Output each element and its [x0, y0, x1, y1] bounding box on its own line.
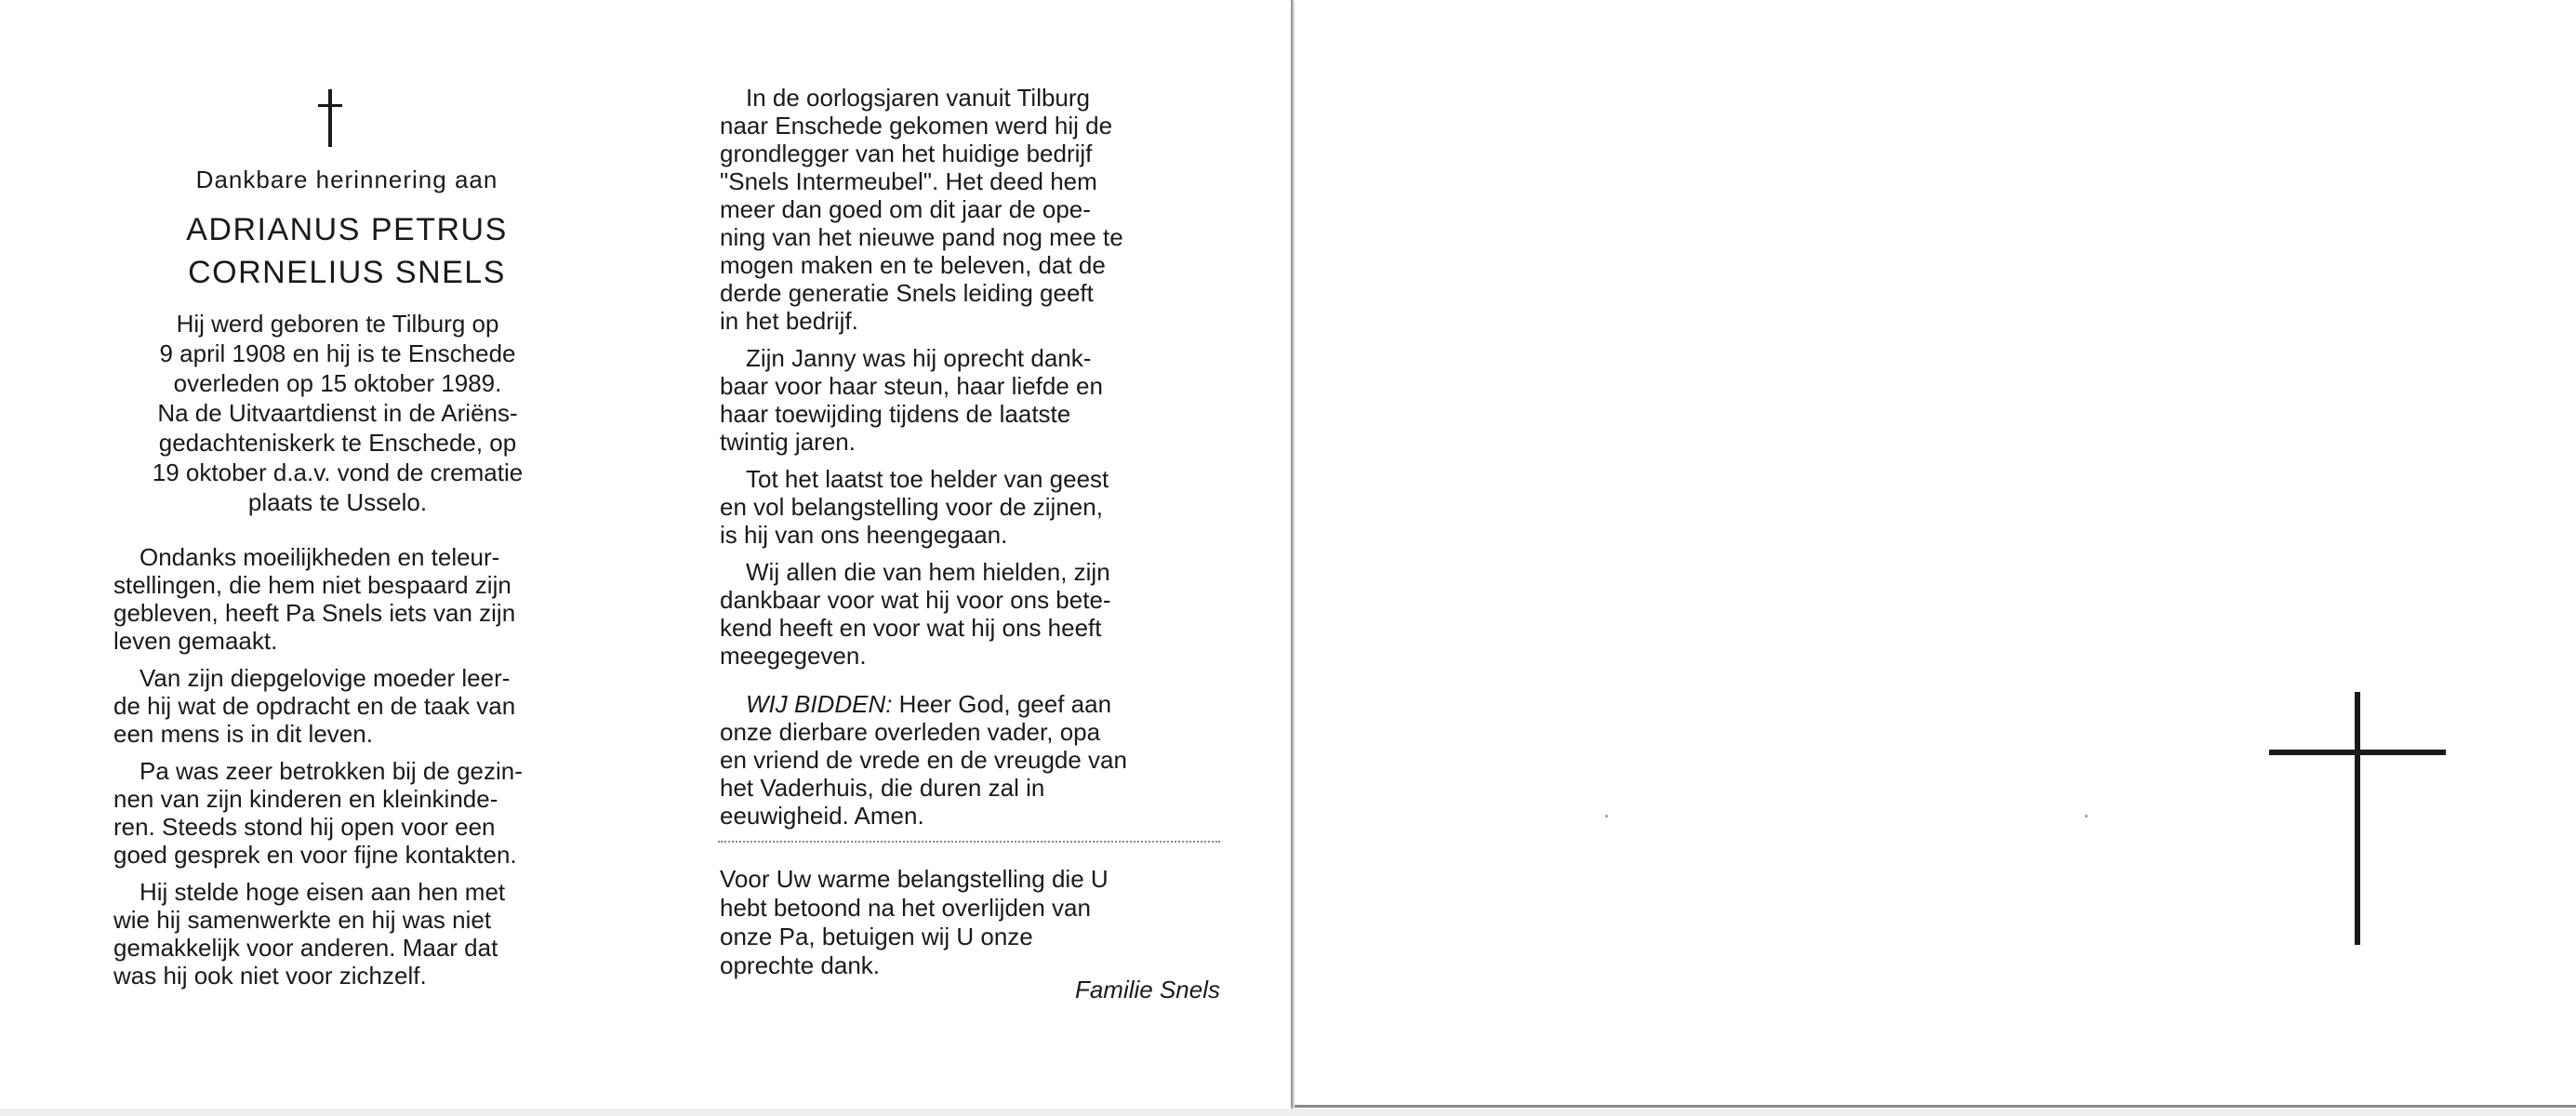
paper-speck	[2085, 815, 2088, 817]
small-cross-icon	[316, 89, 344, 147]
deceased-name	[110, 208, 584, 294]
paragraph: Hij stelde hoge eisen aan hen met wie hij samenwerkte en hij was niet gemakkelijk voor anderen. Maar dat was hij ook niet voor zichzelf.	[113, 878, 506, 990]
paper-speck	[1605, 815, 1608, 817]
scan-bottom-edge	[0, 1109, 2576, 1116]
paragraph: Van zijn diepgelovige moeder leer- de hij wat de opdracht en de taak van een mens is in dit leven.	[113, 664, 516, 748]
card-inner-spread	[0, 0, 1293, 1109]
right-column-text	[720, 84, 1224, 839]
paragraph: Wij allen die van hem hielden, zijn dankbaar voor wat hij voor ons bete- kend heeft en voor wat hij ons heeft meegegeven.	[720, 558, 1111, 670]
paragraph: Zijn Janny was hij oprecht dank- baar voor haar steun, haar liefde en haar toewijding tijdens de laatste twintig jaren.	[720, 344, 1103, 456]
paragraph: Pa was zeer betrokken bij de gezin- nen van zijn kinderen en kleinkinde- ren. Steeds stond hij open voor een goed gesprek en voor fijne kontakten.	[113, 757, 523, 869]
dotted-separator	[718, 841, 1220, 843]
name-line-1: ADRIANUS PETRUS	[186, 212, 508, 247]
name-line-2: CORNELIUS SNELS	[188, 255, 506, 290]
prayer	[720, 690, 1224, 830]
large-cross-icon	[2269, 692, 2446, 945]
paragraph: Ondanks moeilijkheden en teleur- stellingen, die hem niet bespaard zijn gebleven, heeft Pa Snels iets van zijn leven gemaakt.	[113, 543, 516, 655]
prayer-text: Heer God, geef aan onze dierbare overleden vader, opa en vriend de vrede en de vreugde van het Vaderhuis, die duren zal in eeuwigheid. Amen.	[720, 690, 1127, 830]
thanks-text: Voor Uw warme belangstelling die U hebt betoond na het overlijden van onze Pa, betuigen wij U onze oprechte dank.	[720, 865, 1109, 979]
paragraph: In de oorlogsjaren vanuit Tilburg naar Enschede gekomen werd hij de grondlegger van het huidige bedrijf "Snels Intermeubel". Het deed hem meer dan goed om dit jaar de ope- ning van het nieuwe pand nog mee te mogen maken en te beleven, dat de derde generatie Snels leiding geeft in het bedrijf.	[720, 84, 1123, 335]
paragraph: Tot het laatst toe helder van geest en vol belangstelling voor de zijnen, is hij van ons heengegaan.	[720, 465, 1109, 549]
life-facts: Hij werd geboren te Tilburg op 9 april 1908 en hij is te Enschede overleden op 15 oktober 1989. Na de Uitvaartdienst in de Ariëns- gedachteniskerk te Enschede, op 19 oktober d.a.v. vond de crematie plaats te Usselo.	[152, 310, 524, 516]
prayer-label: WIJ BIDDEN:	[746, 690, 893, 718]
left-column-text	[113, 543, 586, 999]
family-signature: Familie Snels	[1074, 976, 1220, 1003]
in-memory-heading: Dankbare herinnering aan	[195, 166, 498, 193]
